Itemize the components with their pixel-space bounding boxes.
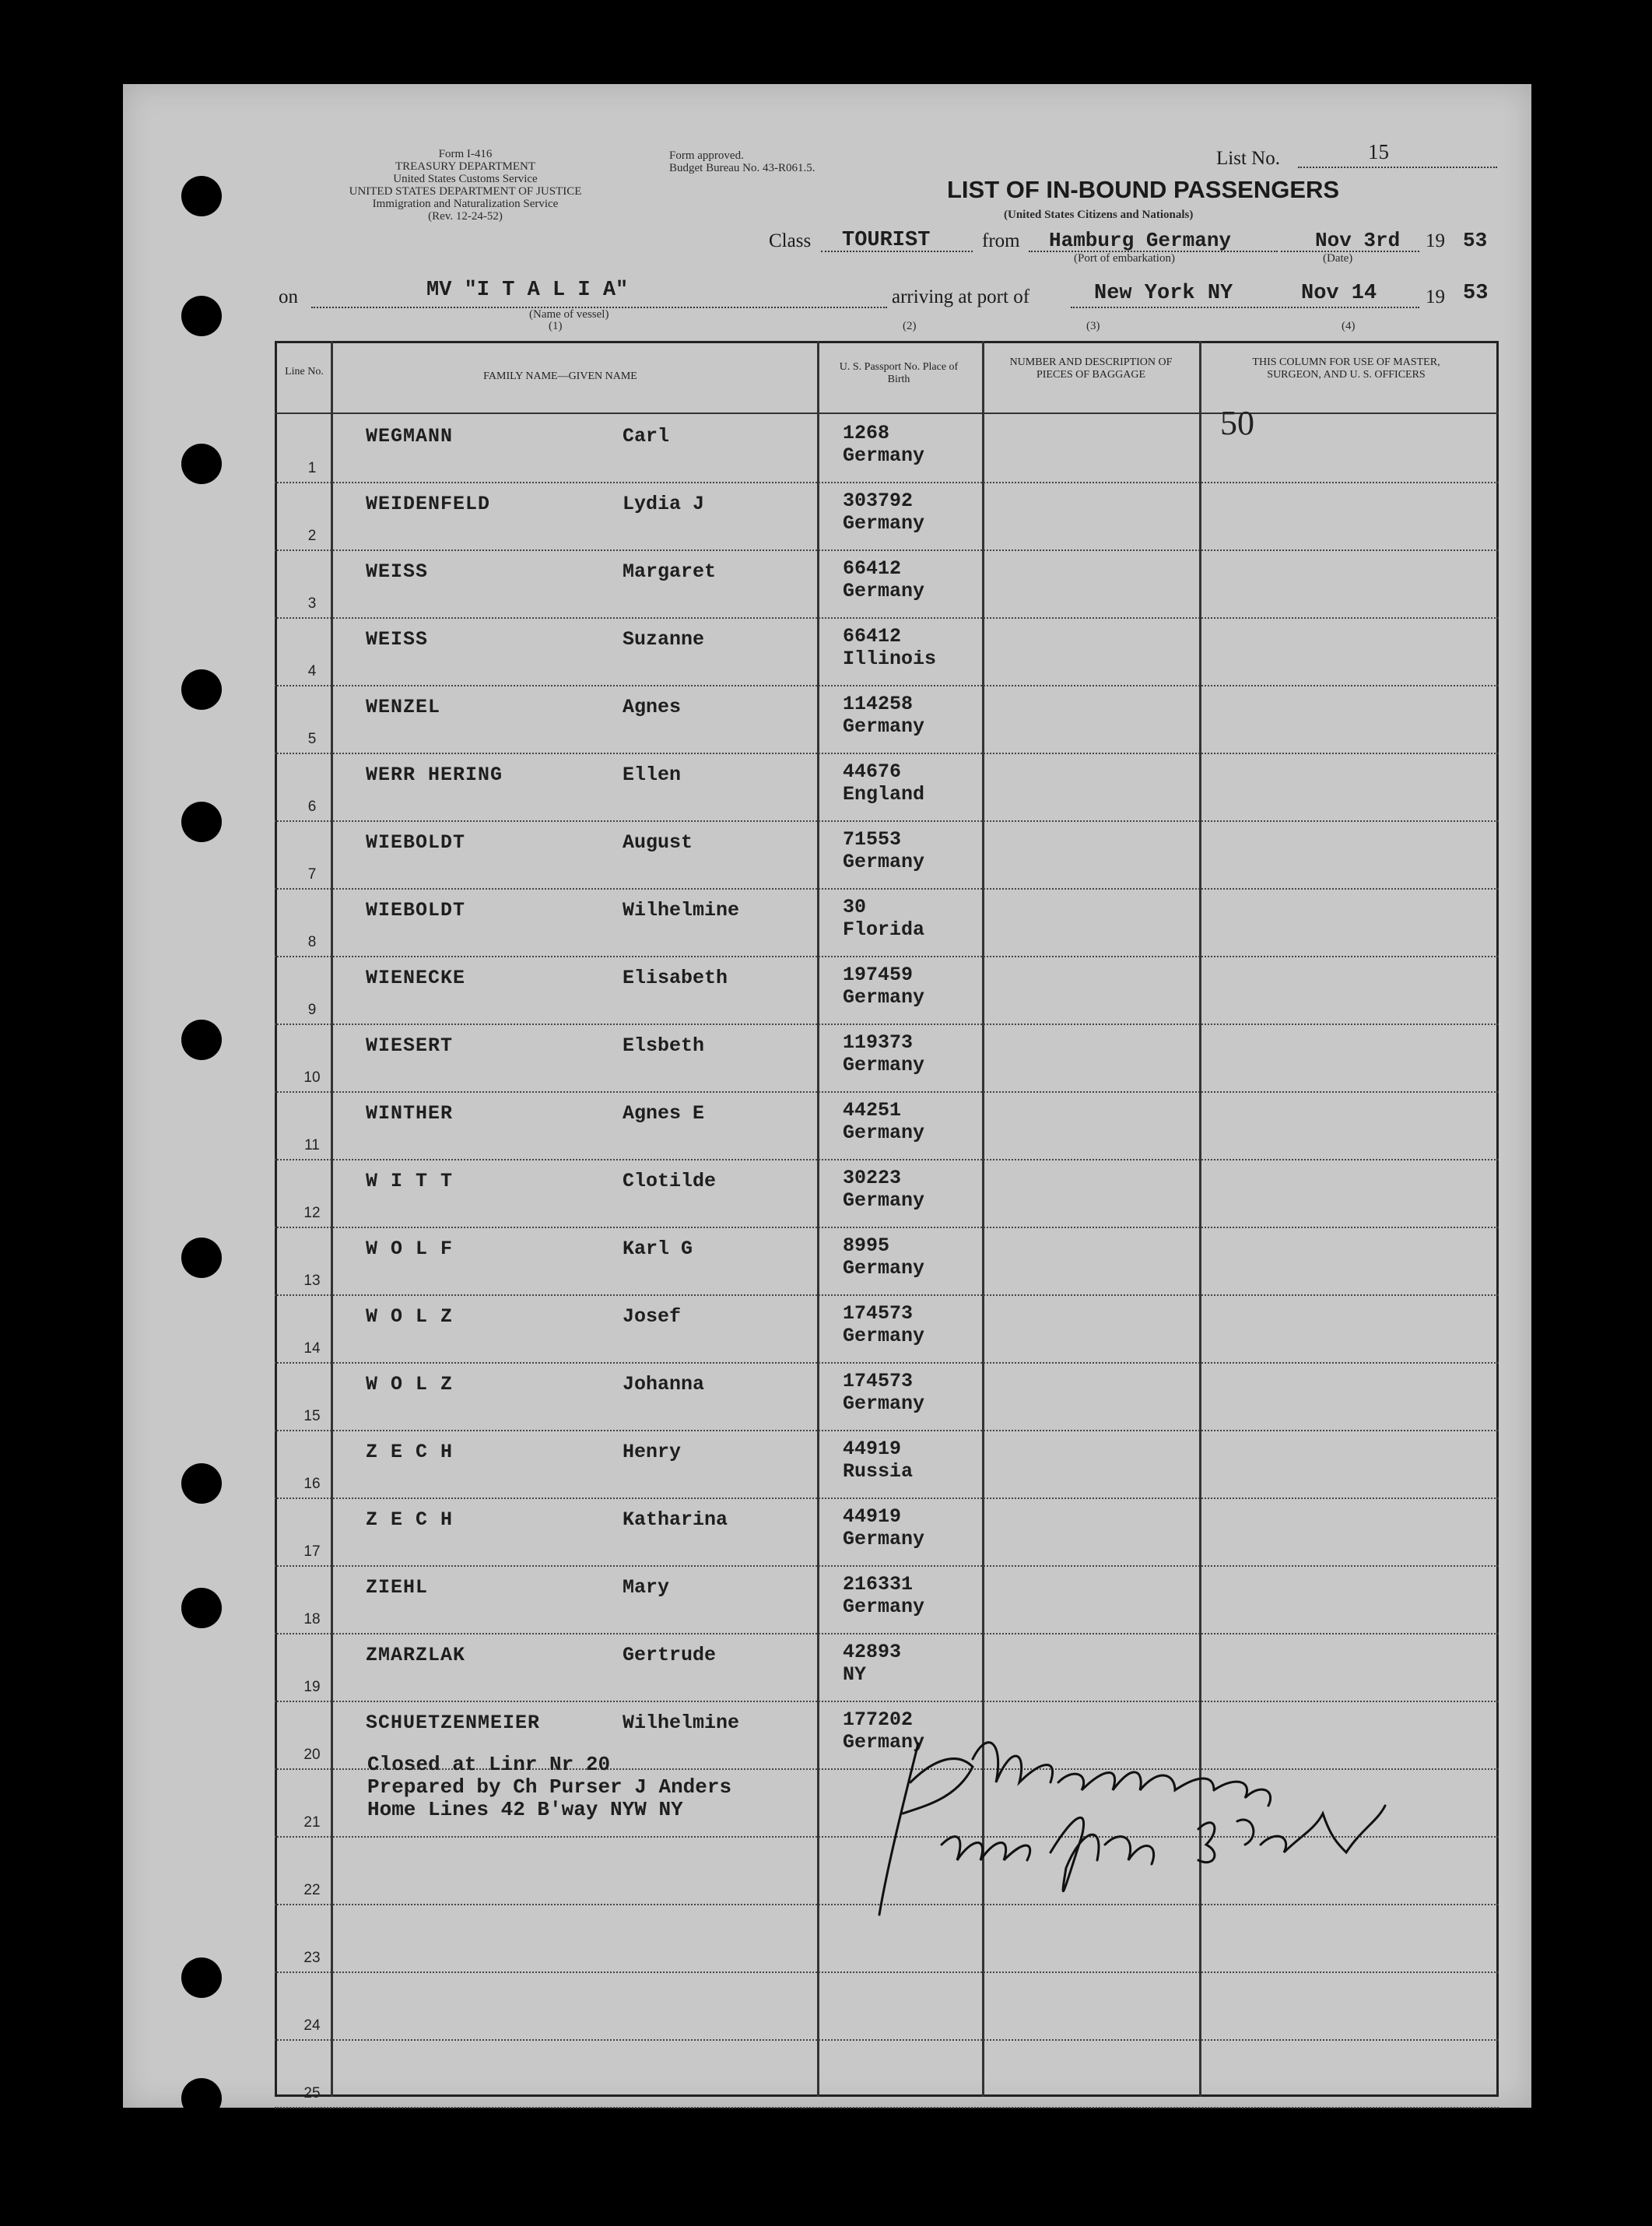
line-number: 20 (303, 1747, 321, 1763)
family-name: WERR HERING (366, 764, 503, 786)
family-name: WIENECKE (366, 967, 466, 989)
port-caption: (Port of embarkation) (1074, 252, 1175, 265)
vessel-column-number: (1) (549, 320, 563, 332)
line-number: 9 (307, 1002, 317, 1018)
family-name: WIEBOLDT (366, 831, 466, 854)
family-name: WENZEL (366, 696, 441, 718)
passport-number: 44919 (843, 1505, 902, 1528)
family-name: WEISS (366, 628, 429, 651)
row-divider (275, 956, 1499, 957)
place-of-birth: Illinois (843, 648, 937, 670)
family-name: W I T T (366, 1170, 454, 1192)
punch-hole (181, 1463, 222, 1504)
given-name: Henry (623, 1441, 682, 1463)
row-divider (275, 1971, 1499, 1973)
list-no-label: List No. (1216, 148, 1280, 169)
family-name: WEGMANN (366, 425, 454, 448)
form-service: United States Customs Service (393, 173, 538, 185)
punch-hole (181, 802, 222, 842)
line-number: 5 (307, 731, 317, 747)
given-name: Wilhelmine (623, 1712, 740, 1734)
col-header-passport: U. S. Passport No. Place of Birth (839, 361, 959, 385)
embark-date: Nov 3rd (1315, 229, 1401, 252)
line-number: 23 (303, 1950, 321, 1966)
place-of-birth: England (843, 783, 925, 806)
page-title: LIST OF IN-BOUND PASSENGERS (947, 176, 1340, 203)
place-of-birth: Germany (843, 715, 925, 738)
place-of-birth: Germany (843, 1189, 925, 1212)
passport-number: 66412 (843, 625, 902, 648)
list-no-value: 15 (1368, 140, 1389, 163)
class-value: TOURIST (842, 229, 931, 252)
passport-cell (843, 625, 936, 670)
form-approval (669, 149, 815, 174)
punch-hole (181, 669, 222, 710)
row-divider (275, 1362, 1499, 1364)
given-name: Katharina (623, 1508, 728, 1531)
from-value: Hamburg Germany (1049, 229, 1232, 252)
list-no-line (1298, 167, 1497, 168)
given-name: Ellen (623, 764, 682, 786)
passport-number: 114258 (843, 693, 914, 715)
passport-number: 44251 (843, 1099, 902, 1122)
given-name: Johanna (623, 1373, 705, 1396)
given-name: Elsbeth (623, 1034, 705, 1057)
passport-number: 174573 (843, 1370, 914, 1392)
given-name: Margaret (623, 560, 717, 583)
officer-mark: 50 (1220, 404, 1254, 442)
given-name: Elisabeth (623, 967, 728, 989)
passport-number: 44676 (843, 760, 902, 783)
line-number: 22 (303, 1882, 321, 1898)
given-name: Wilhelmine (623, 899, 740, 922)
row-divider (275, 1430, 1499, 1431)
vessel-name: MV "I T A L I A" (426, 279, 629, 302)
form-identification (271, 148, 660, 223)
family-name: WEIDENFELD (366, 493, 491, 515)
family-name: W O L F (366, 1238, 454, 1260)
place-of-birth: Florida (843, 918, 925, 941)
line-number: 14 (303, 1340, 321, 1357)
from-label: from (982, 230, 1020, 251)
passport-number: 8995 (843, 1234, 890, 1257)
on-label: on (279, 286, 298, 307)
passport-cell (843, 760, 924, 806)
line-number: 10 (303, 1069, 321, 1086)
place-of-birth: Germany (843, 851, 925, 873)
row-divider (275, 2039, 1499, 2041)
vessel-caption: (Name of vessel) (529, 308, 609, 321)
passport-number: 66412 (843, 557, 902, 580)
line-number: 15 (303, 1408, 321, 1424)
family-name: WIEBOLDT (366, 899, 466, 922)
passport-cell (843, 422, 924, 467)
line-number: 16 (303, 1476, 321, 1492)
passport-number: 197459 (843, 964, 914, 986)
row-divider (275, 1497, 1499, 1499)
given-name: Carl (623, 425, 670, 448)
form-revision: (Rev. 12-24-52) (428, 210, 503, 223)
header-rule (275, 413, 1499, 414)
family-name: Z E C H (366, 1441, 454, 1463)
col-header-officers: THIS COLUMN FOR USE OF MASTER, SURGEON, AND U. S. OFFICERS (1252, 356, 1440, 381)
row-divider (275, 753, 1499, 754)
given-name: Agnes E (623, 1102, 705, 1125)
family-name: WEISS (366, 560, 429, 583)
row-divider (275, 2107, 1499, 2108)
year-prefix-2: 19 (1426, 286, 1445, 307)
line-number: 6 (307, 799, 317, 815)
family-name: WIESERT (366, 1034, 454, 1057)
budget-bureau-line: Budget Bureau No. 43-R061.5. (669, 162, 815, 174)
place-of-birth: Germany (843, 512, 925, 535)
row-divider (275, 1633, 1499, 1634)
family-name: W O L Z (366, 1305, 454, 1328)
place-of-birth: Germany (843, 580, 925, 602)
passport-number: 30 (843, 896, 867, 918)
row-divider (275, 482, 1499, 483)
passport-cell (843, 896, 924, 941)
passport-number: 216331 (843, 1573, 914, 1596)
given-name: Clotilde (623, 1170, 717, 1192)
place-of-birth: Germany (843, 986, 925, 1009)
place-of-birth: Germany (843, 1596, 925, 1618)
place-of-birth: Germany (843, 1731, 925, 1754)
passport-cell (843, 1641, 901, 1686)
line-number: 13 (303, 1273, 321, 1289)
place-of-birth: Germany (843, 1325, 925, 1347)
line-number: 2 (307, 528, 317, 544)
form-number: Form I-416 (438, 148, 493, 160)
given-name: August (623, 831, 693, 854)
year-prefix: 19 (1426, 230, 1445, 251)
passport-cell (843, 1099, 924, 1144)
arrival-year: 53 (1463, 282, 1489, 305)
line-number: 7 (307, 866, 317, 883)
line-number: 21 (303, 1814, 321, 1831)
line-number: 4 (307, 663, 317, 679)
class-label: Class (769, 230, 812, 251)
line-number: 8 (307, 934, 317, 950)
line-number: 3 (307, 595, 317, 612)
arriving-label: arriving at port of (892, 286, 1030, 307)
family-name: ZMARZLAK (366, 1644, 466, 1666)
place-of-birth: Germany (843, 1054, 925, 1076)
col-header-name: FAMILY NAME—GIVEN NAME (483, 370, 637, 382)
punch-hole (181, 444, 222, 484)
row-divider (275, 1294, 1499, 1296)
place-of-birth: Russia (843, 1460, 914, 1483)
row-divider (275, 1023, 1499, 1025)
column-number-2: (2) (903, 320, 917, 332)
passport-number: 119373 (843, 1031, 914, 1054)
approval-line: Form approved. (669, 149, 744, 162)
embark-year: 53 (1463, 229, 1488, 252)
punch-hole (181, 296, 222, 336)
passport-number: 1268 (843, 422, 890, 444)
punch-hole (181, 1020, 222, 1060)
given-name: Josef (623, 1305, 682, 1328)
passport-number: 44919 (843, 1438, 902, 1460)
row-divider (275, 1159, 1499, 1160)
row-divider (275, 685, 1499, 686)
line-number: 24 (303, 2017, 321, 2034)
arrival-line (1071, 307, 1419, 308)
page-subtitle: (United States Citizens and Nationals) (1004, 209, 1194, 221)
place-of-birth: Germany (843, 444, 925, 467)
punch-hole (181, 1957, 222, 1998)
form-department-2: UNITED STATES DEPARTMENT OF JUSTICE (349, 185, 582, 198)
col-header-line-no: Line No. (285, 366, 324, 377)
given-name: Lydia J (623, 493, 705, 515)
passport-cell (843, 1438, 913, 1483)
passport-cell (843, 490, 924, 535)
family-name: W O L Z (366, 1373, 454, 1396)
place-of-birth: NY (843, 1663, 867, 1686)
passport-number: 174573 (843, 1302, 914, 1325)
passport-cell (843, 693, 924, 738)
given-name: Agnes (623, 696, 682, 718)
passport-cell (843, 828, 924, 873)
passport-number: 71553 (843, 828, 902, 851)
family-name: WINTHER (366, 1102, 454, 1125)
family-name: SCHUETZENMEIER (366, 1712, 541, 1734)
passport-cell (843, 1370, 924, 1415)
row-divider (275, 888, 1499, 890)
line-number: 18 (303, 1611, 321, 1627)
row-divider (275, 1565, 1499, 1567)
place-of-birth: Germany (843, 1528, 925, 1550)
place-of-birth: Germany (843, 1122, 925, 1144)
line-number: 25 (303, 2085, 321, 2101)
punch-hole (181, 1588, 222, 1628)
row-divider (275, 1227, 1499, 1228)
line-number: 1 (307, 460, 317, 476)
passport-number: 42893 (843, 1641, 902, 1663)
passport-number: 303792 (843, 490, 914, 512)
punch-hole (181, 176, 222, 216)
line-number: 11 (304, 1137, 320, 1153)
arrival-port: New York NY (1094, 282, 1233, 305)
passport-cell (843, 1234, 924, 1280)
place-of-birth: Germany (843, 1257, 925, 1280)
closing-note-line: Closed at Linr Nr 20 (367, 1753, 611, 1776)
given-name: Mary (623, 1576, 670, 1599)
col-header-baggage: NUMBER AND DESCRIPTION OF PIECES OF BAGGAGE (1009, 356, 1173, 381)
passport-cell (843, 964, 924, 1009)
column-divider (817, 341, 819, 2097)
passport-cell (843, 1302, 924, 1347)
line-number: 17 (303, 1543, 321, 1560)
column-number-4: (4) (1342, 320, 1356, 332)
row-divider (275, 549, 1499, 551)
family-name: ZIEHL (366, 1576, 429, 1599)
row-divider (275, 1091, 1499, 1093)
given-name: Gertrude (623, 1644, 717, 1666)
arrival-date: Nov 14 (1301, 282, 1377, 305)
officer-signature (872, 1712, 1416, 1946)
line-number: 19 (303, 1679, 321, 1695)
closing-note (367, 1754, 731, 1821)
passport-number: 177202 (843, 1708, 914, 1731)
form-service-2: Immigration and Naturalization Service (372, 198, 559, 210)
column-number-3: (3) (1086, 320, 1100, 332)
passport-cell (843, 557, 924, 602)
given-name: Karl G (623, 1238, 693, 1260)
passport-cell (843, 1031, 924, 1076)
form-department: TREASURY DEPARTMENT (395, 160, 536, 173)
line-number: 12 (303, 1205, 321, 1221)
date-caption: (Date) (1323, 252, 1353, 265)
punch-hole (181, 2078, 222, 2119)
row-divider (275, 820, 1499, 822)
given-name: Suzanne (623, 628, 705, 651)
passport-cell (843, 1505, 924, 1550)
passport-number: 30223 (843, 1167, 902, 1189)
closing-note-line: Home Lines 42 B'way NYW NY (367, 1798, 683, 1821)
punch-hole (181, 1238, 222, 1278)
row-divider (275, 617, 1499, 619)
row-divider (275, 1701, 1499, 1702)
passport-cell (843, 1573, 924, 1618)
passport-cell (843, 1167, 924, 1212)
place-of-birth: Germany (843, 1392, 925, 1415)
closing-note-line: Prepared by Ch Purser J Anders (367, 1775, 732, 1799)
family-name: Z E C H (366, 1508, 454, 1531)
